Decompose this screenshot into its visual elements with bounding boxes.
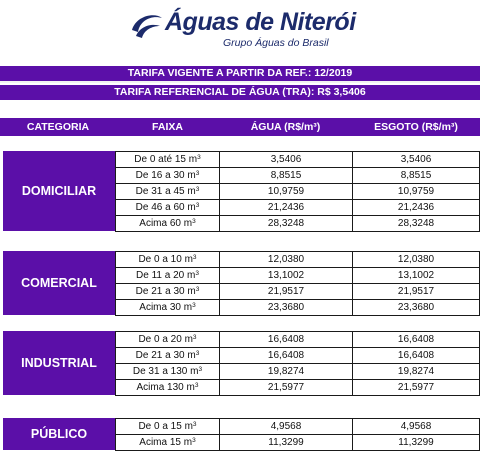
table-row [0, 363, 480, 379]
faixa-cell: De 0 a 20 $m^3$ [115, 331, 219, 348]
table-row [0, 379, 480, 395]
banner-divider [0, 81, 480, 83]
faixa-cell: De 31 a 45 $m^3$ [115, 183, 219, 200]
table-row [0, 267, 480, 283]
table-row [0, 183, 480, 199]
faixa-cell: De 0 a 10 $m^3$ [115, 251, 219, 268]
agua-cell: 23,3680 [219, 299, 352, 316]
wave-logo-icon [128, 10, 164, 40]
agua-cell: 21,9517 [219, 283, 352, 300]
faixa-cell: De 11 a 20 $m^3$ [115, 267, 219, 284]
agua-cell: 4,9568 [219, 418, 352, 435]
category-label: PÚBLICO [3, 418, 115, 450]
esgoto-cell: 4,9568 [352, 418, 480, 435]
esgoto-cell: 23,3680 [352, 299, 480, 316]
brand-name: Águas de Niterói [165, 8, 356, 36]
esgoto-cell: 28,3248 [352, 215, 480, 232]
faixa-cell: Acima 15 $m^3$ [115, 434, 219, 451]
agua-cell: 11,3299 [219, 434, 352, 451]
table-row [0, 151, 480, 167]
header-agua: ÁGUA (R$/m³) [250, 121, 321, 133]
table-header [0, 118, 480, 136]
faixa-cell: Acima 30 $m^3$ [115, 299, 219, 316]
esgoto-cell: 13,1002 [352, 267, 480, 284]
agua-cell: 8,8515 [219, 167, 352, 184]
faixa-cell: De 0 até 15 $m^3$ [115, 151, 219, 168]
header-categoria: CATEGORIA [26, 121, 90, 133]
faixa-cell: De 21 a 30 $m^3$ [115, 283, 219, 300]
category-label: COMERCIAL [3, 251, 115, 315]
table-row [0, 299, 480, 315]
agua-cell: 10,9759 [219, 183, 352, 200]
agua-cell: 12,0380 [219, 251, 352, 268]
table-row [0, 167, 480, 183]
tariff-reference-banner: TARIFA VIGENTE A PARTIR DA REF.: 12/2019 [0, 66, 480, 81]
tariff-tra-banner: TARIFA REFERENCIAL DE ÁGUA (TRA): R$ 3,5406 [0, 85, 480, 100]
esgoto-cell: 16,6408 [352, 331, 480, 348]
table-row [0, 434, 480, 450]
agua-cell: 3,5406 [219, 151, 352, 168]
faixa-cell: Acima 130 $m^3$ [115, 379, 219, 396]
faixa-cell: De 21 a 30 $m^3$ [115, 347, 219, 364]
faixa-cell: De 46 a 60 $m^3$ [115, 199, 219, 216]
category-label: INDUSTRIAL [3, 331, 115, 395]
header-faixa: FAIXA [152, 121, 183, 133]
header-esgoto: ESGOTO (R$/m³) [374, 121, 458, 133]
table-row [0, 199, 480, 215]
esgoto-cell: 21,9517 [352, 283, 480, 300]
table-row [0, 347, 480, 363]
faixa-cell: De 31 a 130 $m^3$ [115, 363, 219, 380]
esgoto-cell: 16,6408 [352, 347, 480, 364]
esgoto-cell: 19,8274 [352, 363, 480, 380]
category-label: DOMICILIAR [3, 151, 115, 231]
agua-cell: 13,1002 [219, 267, 352, 284]
table-row [0, 215, 480, 231]
table-row [0, 418, 480, 434]
agua-cell: 19,8274 [219, 363, 352, 380]
table-row [0, 331, 480, 347]
esgoto-cell: 11,3299 [352, 434, 480, 451]
agua-cell: 21,2436 [219, 199, 352, 216]
esgoto-cell: 12,0380 [352, 251, 480, 268]
agua-cell: 21,5977 [219, 379, 352, 396]
company-logo [128, 6, 356, 52]
faixa-cell: De 16 a 30 $m^3$ [115, 167, 219, 184]
esgoto-cell: 21,5977 [352, 379, 480, 396]
faixa-cell: De 0 a 15 $m^3$ [115, 418, 219, 435]
esgoto-cell: 8,8515 [352, 167, 480, 184]
agua-cell: 28,3248 [219, 215, 352, 232]
table-row [0, 251, 480, 267]
faixa-cell: Acima 60 $m^3$ [115, 215, 219, 232]
brand-subtitle: Grupo Águas do Brasil [223, 37, 329, 49]
esgoto-cell: 10,9759 [352, 183, 480, 200]
table-row [0, 283, 480, 299]
esgoto-cell: 21,2436 [352, 199, 480, 216]
agua-cell: 16,6408 [219, 331, 352, 348]
esgoto-cell: 3,5406 [352, 151, 480, 168]
agua-cell: 16,6408 [219, 347, 352, 364]
